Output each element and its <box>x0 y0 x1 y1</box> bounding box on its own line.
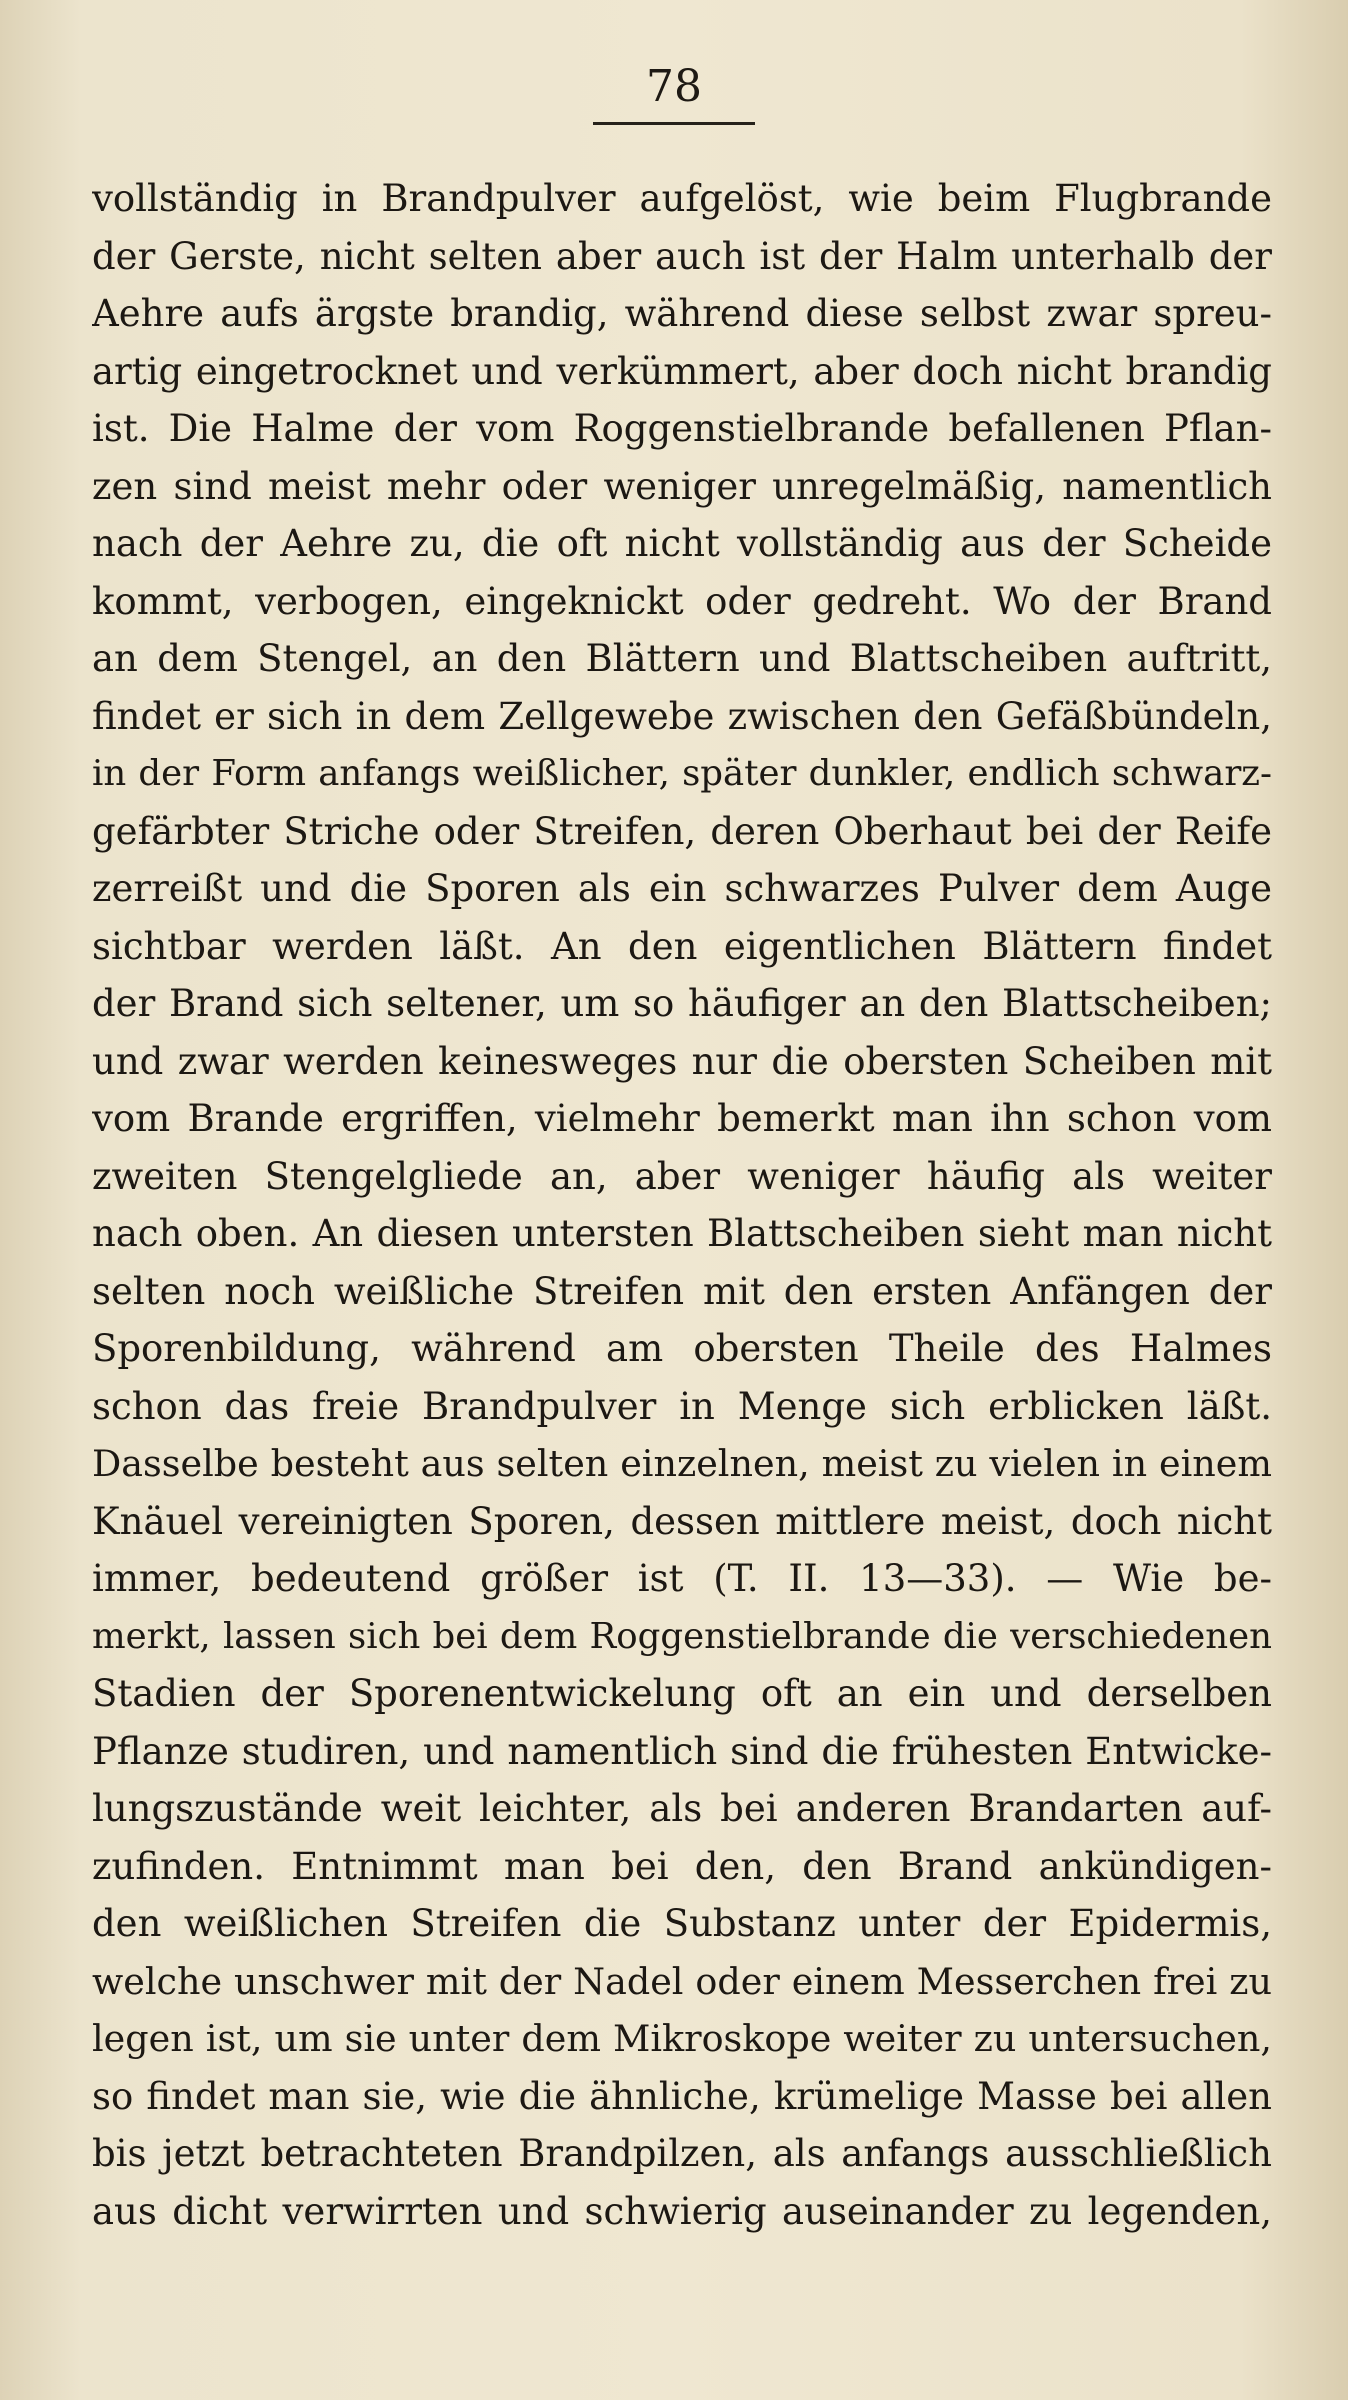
text-line: Knäuel vereinigten Sporen, dessen mittlere meist, doch nicht <box>92 1499 1272 1543</box>
text-line: Sporenbildung, während am obersten Theile des Halmes <box>92 1327 1272 1370</box>
text-line: Aehre aufs ärgste brandig, während diese selbst zwar spreu- <box>92 292 1272 335</box>
text-line: welche unschwer mit der Nadel oder einem Messerchen frei zu <box>92 1959 1272 2003</box>
text-line: zweiten Stengelgliede an, aber weniger häufig als weiter <box>92 1154 1272 1198</box>
text-line: der Gerste, nicht selten aber auch ist der Halm unterhalb der <box>92 234 1272 278</box>
text-line: Stadien der Sporenentwickelung oft an ein und derselben <box>92 1672 1272 1715</box>
text-line: vollständig in Brandpulver aufgelöst, wie beim Flugbrande <box>92 177 1272 220</box>
header-rule <box>593 122 755 125</box>
text-line: lungszustände weit leichter, als bei anderen Brandarten auf- <box>92 1787 1272 1830</box>
text-line: findet er sich in dem Zellgewebe zwischen den Gefäßbündeln, <box>92 694 1272 738</box>
text-line: merkt, lassen sich bei dem Roggenstielbrande die verschiedenen <box>92 1615 1272 1657</box>
text-line: so findet man sie, wie die ähnliche, krümelige Masse bei allen <box>92 2074 1272 2118</box>
text-line: gefärbter Striche oder Streifen, deren Oberhaut bei der Reife <box>92 809 1272 853</box>
text-line: nach der Aehre zu, die oft nicht vollständig aus der Scheide <box>92 522 1272 565</box>
text-line: sichtbar werden läßt. An den eigentlichen Blättern findet <box>92 924 1272 968</box>
text-line: aus dicht verwirrten und schwierig auseinander zu legenden, <box>92 2189 1272 2233</box>
text-line: der Brand sich seltener, um so häufiger an den Blattscheiben; <box>92 982 1272 1025</box>
text-line: den weißlichen Streifen die Substanz unter der Epidermis, <box>92 1902 1272 1945</box>
text-line: Dasselbe besteht aus selten einzelnen, meist zu vielen in einem <box>92 1442 1272 1485</box>
text-line: selten noch weißliche Streifen mit den ersten Anfängen der <box>92 1269 1272 1313</box>
text-line: kommt, verbogen, eingeknickt oder gedreht. Wo der Brand <box>92 579 1272 623</box>
text-line: zerreißt und die Sporen als ein schwarzes Pulver dem Auge <box>92 867 1272 910</box>
text-line: in der Form anfangs weißlicher, später dunkler, endlich schwarz- <box>92 753 1272 794</box>
text-line: immer, bedeutend größer ist (T. II. 13—33). — Wie be- <box>92 1557 1272 1600</box>
text-line: nach oben. An diesen untersten Blattscheiben sieht man nicht <box>92 1212 1272 1255</box>
text-line: zufinden. Entnimmt man bei den, den Brand ankündigen- <box>92 1844 1272 1888</box>
text-line: artig eingetrocknet und verkümmert, aber doch nicht brandig <box>92 349 1272 393</box>
text-line: ist. Die Halme der vom Roggenstielbrande befallenen Pflan- <box>92 407 1272 450</box>
text-line: Pflanze studiren, und namentlich sind die frühesten Entwicke- <box>92 1729 1272 1773</box>
text-line: bis jetzt betrachteten Brandpilzen, als anfangs ausschließlich <box>92 2132 1272 2175</box>
text-line: schon das freie Brandpulver in Menge sich erblicken läßt. <box>92 1384 1272 1428</box>
text-line: vom Brande ergriffen, vielmehr bemerkt man ihn schon vom <box>92 1097 1272 1140</box>
text-line: an dem Stengel, an den Blättern und Blattscheiben auftritt, <box>92 637 1272 680</box>
text-line: zen sind meist mehr oder weniger unregelmäßig, namentlich <box>92 464 1272 508</box>
body-text <box>92 170 1272 2240</box>
page-number: 78 <box>646 61 702 112</box>
text-line: legen ist, um sie unter dem Mikroskope weiter zu untersuchen, <box>92 2017 1272 2060</box>
text-line: und zwar werden keinesweges nur die obersten Scheiben mit <box>92 1039 1272 1083</box>
